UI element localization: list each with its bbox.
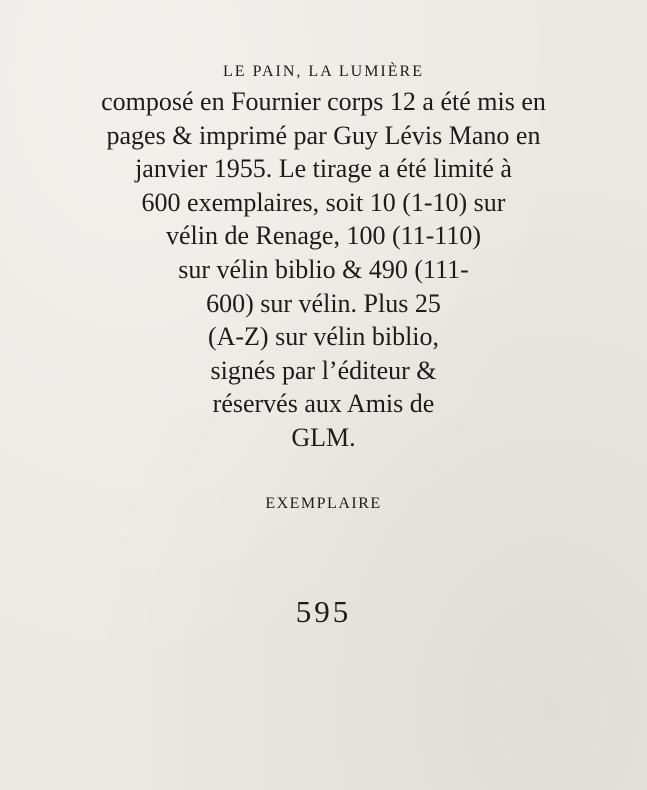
- colophon-text: [0, 85, 647, 455]
- colophon-line: pages & imprimé par Guy Lévis Mano en: [106, 120, 541, 150]
- colophon-line: 600) sur vélin. Plus 25: [206, 288, 441, 318]
- colophon-line: composé en Fournier corps 12 a été mis en: [101, 87, 546, 116]
- colophon-line: réservés aux Amis de: [212, 389, 435, 419]
- colophon-line: sur vélin biblio & 490 (111-: [178, 254, 469, 284]
- copy-label: EXEMPLAIRE: [265, 495, 382, 512]
- book-title: LE PAIN, LA LUMIÈRE: [223, 63, 424, 80]
- colophon-line: GLM.: [291, 422, 356, 452]
- colophon-line: signés par l’éditeur &: [210, 355, 437, 385]
- colophon-line: 600 exemplaires, soit 10 (1-10) sur: [141, 187, 506, 217]
- colophon-line: vélin de Renage, 100 (11-110): [165, 221, 482, 251]
- colophon-line: (A-Z) sur vélin biblio,: [207, 322, 440, 352]
- colophon-line: janvier 1955. Le tirage a été limité à: [135, 154, 512, 184]
- copy-number: 595: [295, 594, 352, 629]
